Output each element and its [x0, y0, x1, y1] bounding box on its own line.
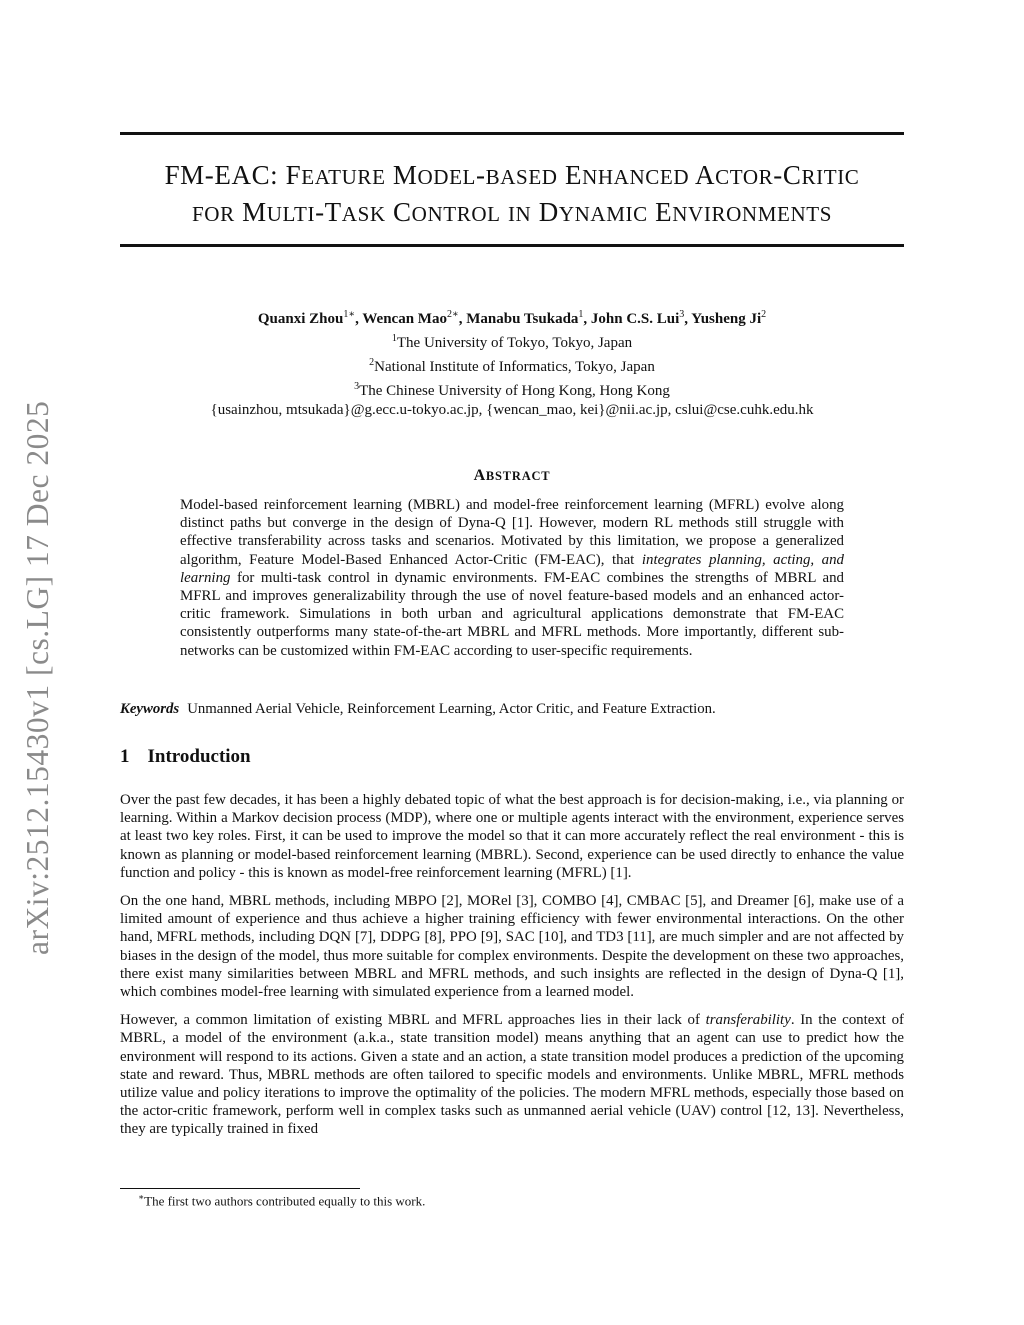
title-segment: ULTI: [266, 202, 316, 226]
paper-title: [120, 158, 904, 232]
arxiv-identifier-stamp: arXiv:2512.15430v1 [cs.LG] 17 Dec 2025: [20, 400, 55, 955]
title-segment: NHANCED: [582, 165, 690, 189]
title-line-2: [120, 195, 904, 232]
author: Quanxi Zhou$^{1∗}$,: [257, 309, 363, 327]
author-emails: {usainzhou, mtsukada}@g.ecc.u-tokyo.ac.jp, {wencan_mao, kei}@nii.ac.jp, cslui@cse.cuhk.edu.hk: [210, 402, 814, 418]
author: Wencan Mao$^{2∗}$,: [362, 309, 467, 327]
title-line-1: [120, 158, 904, 195]
title-top-rule: [120, 132, 904, 135]
title-segment: IN: [507, 202, 532, 226]
title-segment: ODEL: [417, 165, 477, 189]
paragraph: Over the past few decades, it has been a highly debated topic of what the best approach is for decision-making, i.e., via planning or learning. Within a Markov decision process (MDP), where one or multiple agents interact with the environment, experience serves at least two key roles. First, it can be used to improve the model so that it can more accurately reflect the real environment - this is known as planning or model-based reinforcement learning (MBRL). Second, experience can be used directly to enhance the value function and policy - this is known as model-free reinforcement learning (MFRL) [1].: [120, 792, 904, 881]
abstract-text: Model-based reinforcement learning (MBRL) and model-free reinforcement learning (MFRL) evolve along distinct paths but converge in the design of Dyna-Q [1]. However, modern RL methods still struggle with effective transferability across tasks and scenarios. Motivated by this limitation, we propose a generalized algorithm, Feature Model-Based Enhanced Actor-Critic (FM-EAC), that integrates planning, acting, and learning for multi-task control in dynamic environments. FM-EAC combines the strengths of MBRL and MFRL and improves generalizability through the use of novel feature-based models and an enhanced actor-critic framework. Simulations in both urban and agricultural applications demonstrate that FM-EAC consistently outperforms many state-of-the-art MBRL and MFRL methods. More importantly, different sub-networks can be customized within FM-EAC according to user-specific requirements.: [180, 497, 844, 659]
title-segment: ONTROL: [411, 202, 501, 226]
title-segment: -C: [773, 160, 802, 190]
keywords-text: Unmanned Aerial Vehicle, Reinforcement Learning, Actor Critic, and Feature Extraction.: [187, 701, 716, 717]
title-segment: CTOR: [715, 165, 774, 189]
title-segment: [501, 197, 508, 227]
author: Yusheng Ji$^2$: [691, 309, 767, 327]
abstract-heading: ABSTRACT: [473, 467, 551, 484]
title-segment: E: [557, 160, 583, 190]
keywords-line: [120, 700, 904, 718]
title-bottom-rule: [120, 244, 904, 247]
title-segment: FM-EAC: F: [164, 160, 302, 190]
footnote: ∗The first two authors contributed equally to this work.: [138, 1192, 426, 1209]
affiliation: $^2$National Institute of Informatics, Tokyo, Japan: [369, 357, 655, 375]
author-block: [120, 305, 904, 420]
paragraph: However, a common limitation of existing MBRL and MFRL approaches lies in their lack of transferability. In the context of MBRL, a model of the environment (a.k.a., state transition model) means anything that an agent can use to predict how the environment will respond to its actions. Given a state and an action, a state transition model produces a prediction of the upcoming state and reward. Thus, MBRL methods are often tailored to specific models and environments. Unlike MBRL, MFRL methods utilize value and policy iterations to improve the optimality of the policies. The modern MFRL methods, especially those based on the actor-critic framework, perform well in complex tasks such as unmanned aerial vehicle (UAV) control [12, 13]. Nevertheless, they are typically trained in fixed: [120, 1012, 904, 1138]
title-segment: FOR: [191, 202, 235, 226]
title-segment: RITIC: [801, 165, 860, 189]
title-segment: EATURE: [301, 165, 386, 189]
section-heading-introduction: 1 Introduction: [120, 746, 251, 767]
introduction-body: [120, 791, 904, 1149]
title-segment: C: [385, 197, 412, 227]
title-segment: M: [234, 197, 267, 227]
title-segment: -T: [315, 197, 342, 227]
title-segment: NVIRONMENTS: [672, 202, 833, 226]
title-segment: M: [385, 160, 418, 190]
title-segment: E: [647, 197, 673, 227]
author-names: [120, 305, 904, 329]
affiliation: $^1$The University of Tokyo, Tokyo, Japan: [391, 333, 633, 351]
title-segment: ASK: [341, 202, 386, 226]
author: John C.S. Lui$^3$,: [590, 309, 692, 327]
title-segment: YNAMIC: [558, 202, 648, 226]
title-segment: D: [531, 197, 559, 227]
paragraph: On the one hand, MBRL methods, including MBPO [2], MORel [3], COMBO [4], CMBAC [5], and Dreamer [6], make use of a limited amount of experience and thus achieve a higher training efficiency with fewer environmental interactions. On the other hand, MFRL methods, including DQN [7], DDPG [8], PPO [9], SAC [10], and TD3 [11], are much simpler and are not affected by biases in the design of the model, thus more suitable for complex environments. Despite the development on these two approaches, there exist many similarities between MBRL and MFRL methods, and such insights are reflected in the design of Dyna-Q [1], which combines model-free learning with simulated experience from a learned model.: [120, 893, 904, 1001]
title-segment: A: [689, 160, 716, 190]
affiliation: $^3$The Chinese University of Hong Kong, Hong Kong: [354, 381, 670, 399]
footnote-rule: [120, 1188, 360, 1189]
author: Manabu Tsukada$^1$,: [466, 309, 591, 327]
keywords-label: Keywords: [120, 701, 180, 717]
title-segment: -: [476, 160, 486, 190]
title-segment: BASED: [485, 165, 558, 189]
